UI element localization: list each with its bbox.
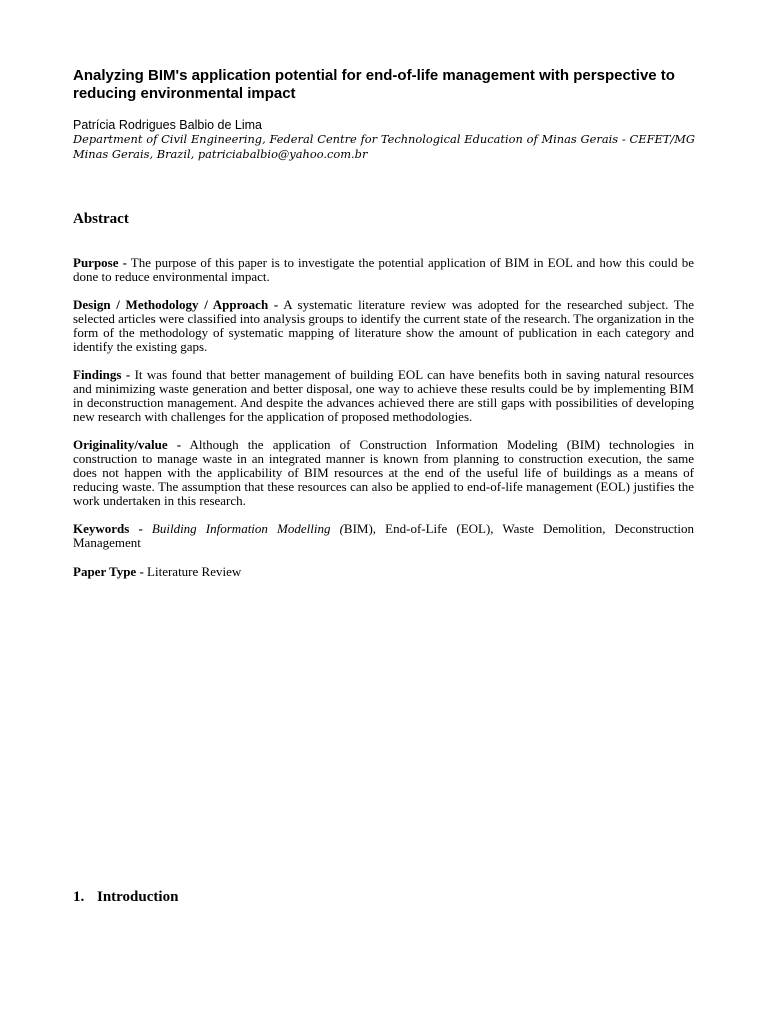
abstract-design [73, 298, 694, 354]
section-heading-introduction [73, 888, 178, 906]
keywords-label: Keywords - [73, 521, 143, 536]
author-name: Patrícia Rodrigues Balbio de Lima [73, 118, 262, 132]
originality-text: Although the application of Construction Information Modeling (BIM) technologies in construction to manage waste in an integrated manner is known from planning to construction execution, the same does not happen with the applicability of BIM resources at the end of the useful life of buildings as a means of reducing waste. The assumption that these resources can also be applied to end-of-life management (EOL) justifies the work undertaken in this research. [73, 437, 694, 508]
author-affiliation: Department of Civil Engineering, Federal Centre for Technological Education of Minas Gerais - CEFET/MG Minas Gerais, Brazil, patriciabalbio@yahoo.com.br [73, 132, 695, 161]
abstract-originality [73, 438, 694, 508]
abstract-heading: Abstract [73, 211, 129, 227]
keywords-italic: Building Information Modelling ( [151, 521, 344, 536]
purpose-text: The purpose of this paper is to investigate the potential application of BIM in EOL and how this could be done to reduce environmental impact. [73, 255, 694, 284]
findings-text: It was found that better management of building EOL can have benefits both in saving natural resources and minimizing waste generation and better disposal, one way to achieve these results could be by implementing BIM in deconstruction management. And despite the advances achieved there are still gaps with possibilities of developing new research with challenges for the application of proposed methodologies. [73, 367, 694, 424]
abstract-paper-type [73, 565, 694, 579]
abstract-keywords [73, 522, 694, 550]
paper-title: Analyzing BIM's application potential for end-of-life management with perspective to reducing environmental impact [73, 67, 675, 102]
design-text: A systematic literature review was adopted for the researched subject. The selected articles were classified into analysis groups to identify the current state of the research. The organization in the form of the methodology of systematic mapping of literature show the amount of publication in each category and identify the existing gaps. [73, 297, 694, 354]
findings-label: Findings - [73, 367, 131, 382]
section-title: Introduction [97, 889, 179, 905]
paper-type-text: Literature Review [147, 564, 242, 579]
abstract-findings [73, 368, 694, 424]
paper-type-label: Paper Type - [73, 564, 144, 579]
originality-label: Originality/value - [73, 437, 182, 452]
purpose-label: Purpose - [73, 255, 127, 270]
keywords-text: BIM), End-of-Life (EOL), Waste Demolition, Deconstruction Management [73, 521, 694, 550]
section-number: 1. [73, 889, 85, 905]
abstract-purpose [73, 256, 694, 284]
design-label: Design / Methodology / Approach - [73, 297, 279, 312]
